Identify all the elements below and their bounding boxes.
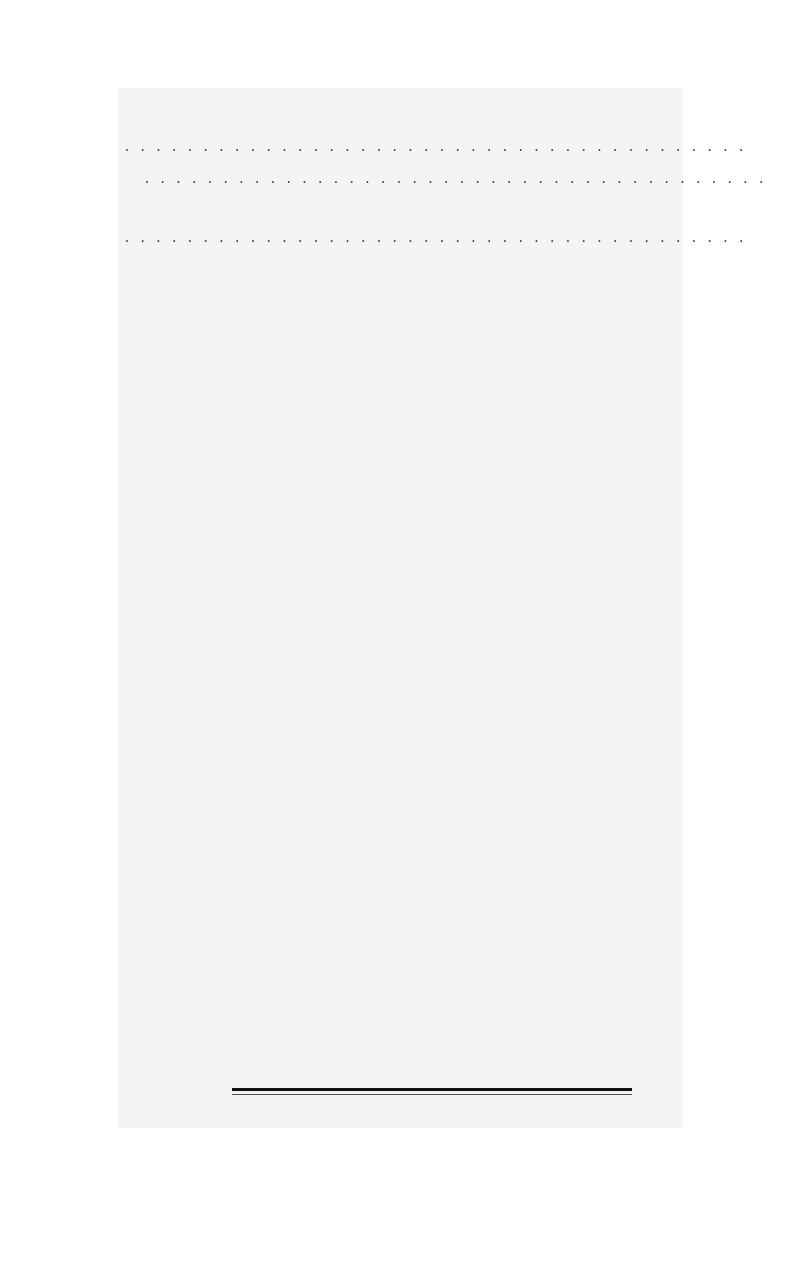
table-entry [122, 229, 748, 247]
bulletin-entry [122, 138, 748, 156]
page-content [122, 94, 768, 247]
association-entry [122, 169, 768, 188]
page-header [122, 94, 680, 124]
leader-dots: . . . . . . . . . . . . . . . . . . . . . . . . . . . . . . . . . . . . . . . . [145, 169, 768, 187]
footer-rule-thin [232, 1094, 632, 1095]
leader-dots: . . . . . . . . . . . . . . . . . . . . . . . . . . . . . . . . . . . . . . . . [125, 229, 748, 246]
footer-rule [232, 1088, 632, 1091]
leader-dots: . . . . . . . . . . . . . . . . . . . . . . . . . . . . . . . . . . . . . . . . [125, 138, 748, 155]
